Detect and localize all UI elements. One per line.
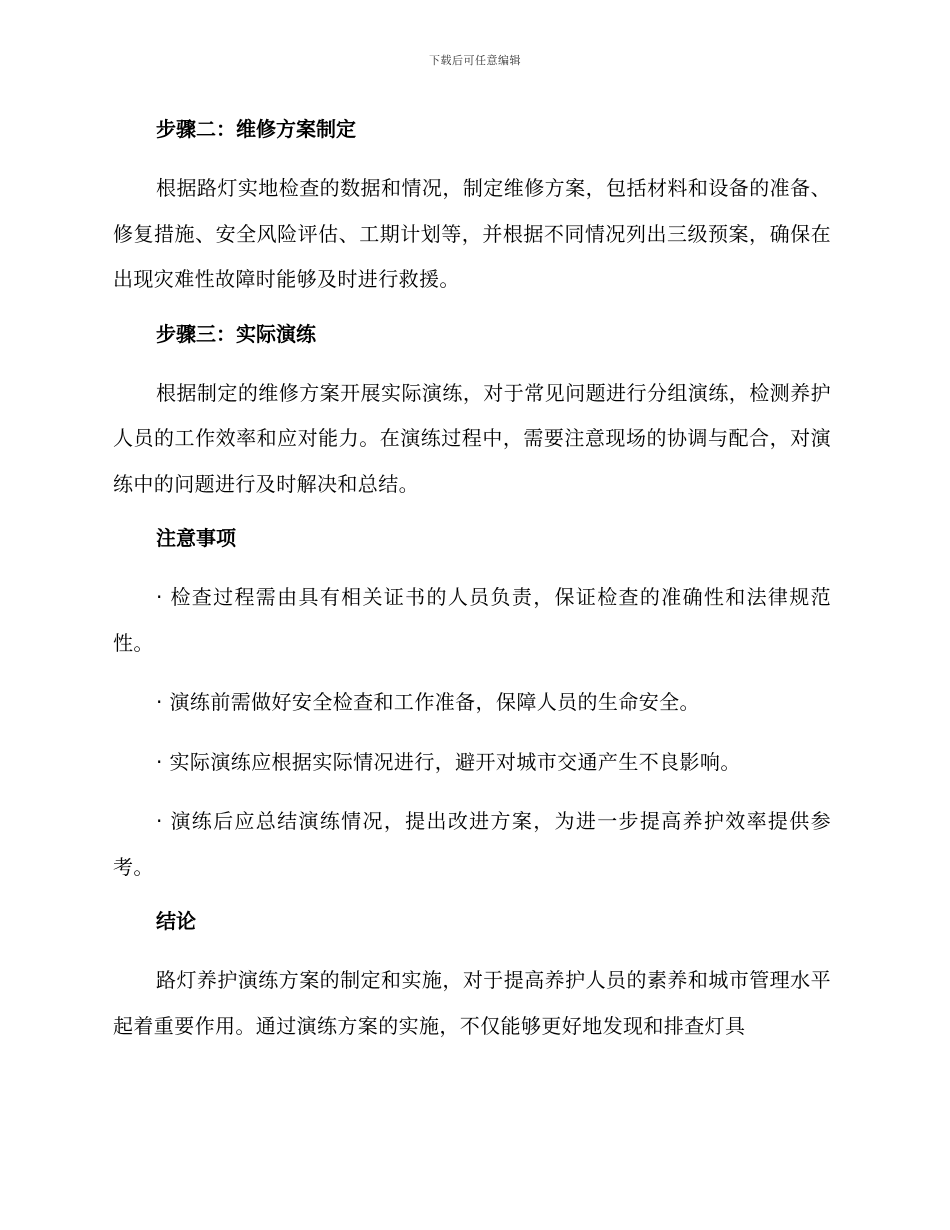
note-item: · 演练前需做好安全检查和工作准备，保障人员的生命安全。 [156,690,700,714]
step2-heading: 步骤二：维修方案制定 [156,117,356,141]
conclusion-paragraph: 路灯养护演练方案的制定和实施，对于提高养护人员的素养和城市管理水平起着重要作用。通过演练方案的实施，不仅能够更好地发现和排查灯具 [113,968,831,1038]
step3-heading: 步骤三：实际演练 [156,321,316,346]
page-header: 下载后可任意编辑 [429,54,521,67]
notes-heading: 注意事项 [156,526,236,550]
note-item: · 演练后应总结演练情况，提出改进方案，为进一步提高养护效率提供参考。 [113,809,831,879]
step2-paragraph: 根据路灯实地检查的数据和情况，制定维修方案，包括材料和设备的准备、修复措施、安全风险评估、工期计划等，并根据不同情况列出三级预案，确保在出现灾难性故障时能够及时进行救援。 [113,176,831,291]
step3-paragraph: 根据制定的维修方案开展实际演练，对于常见问题进行分组演练，检测养护人员的工作效率和应对能力。在演练过程中，需要注意现场的协调与配合，对演练中的问题进行及时解决和总结。 [113,380,831,496]
note-item: · 检查过程需由具有相关证书的人员负责，保证检查的准确性和法律规范性。 [113,585,831,655]
conclusion-heading: 结论 [156,909,196,933]
document-body [113,112,831,1049]
note-item: · 实际演练应根据实际情况进行，避开对城市交通产生不良影响。 [156,749,741,774]
